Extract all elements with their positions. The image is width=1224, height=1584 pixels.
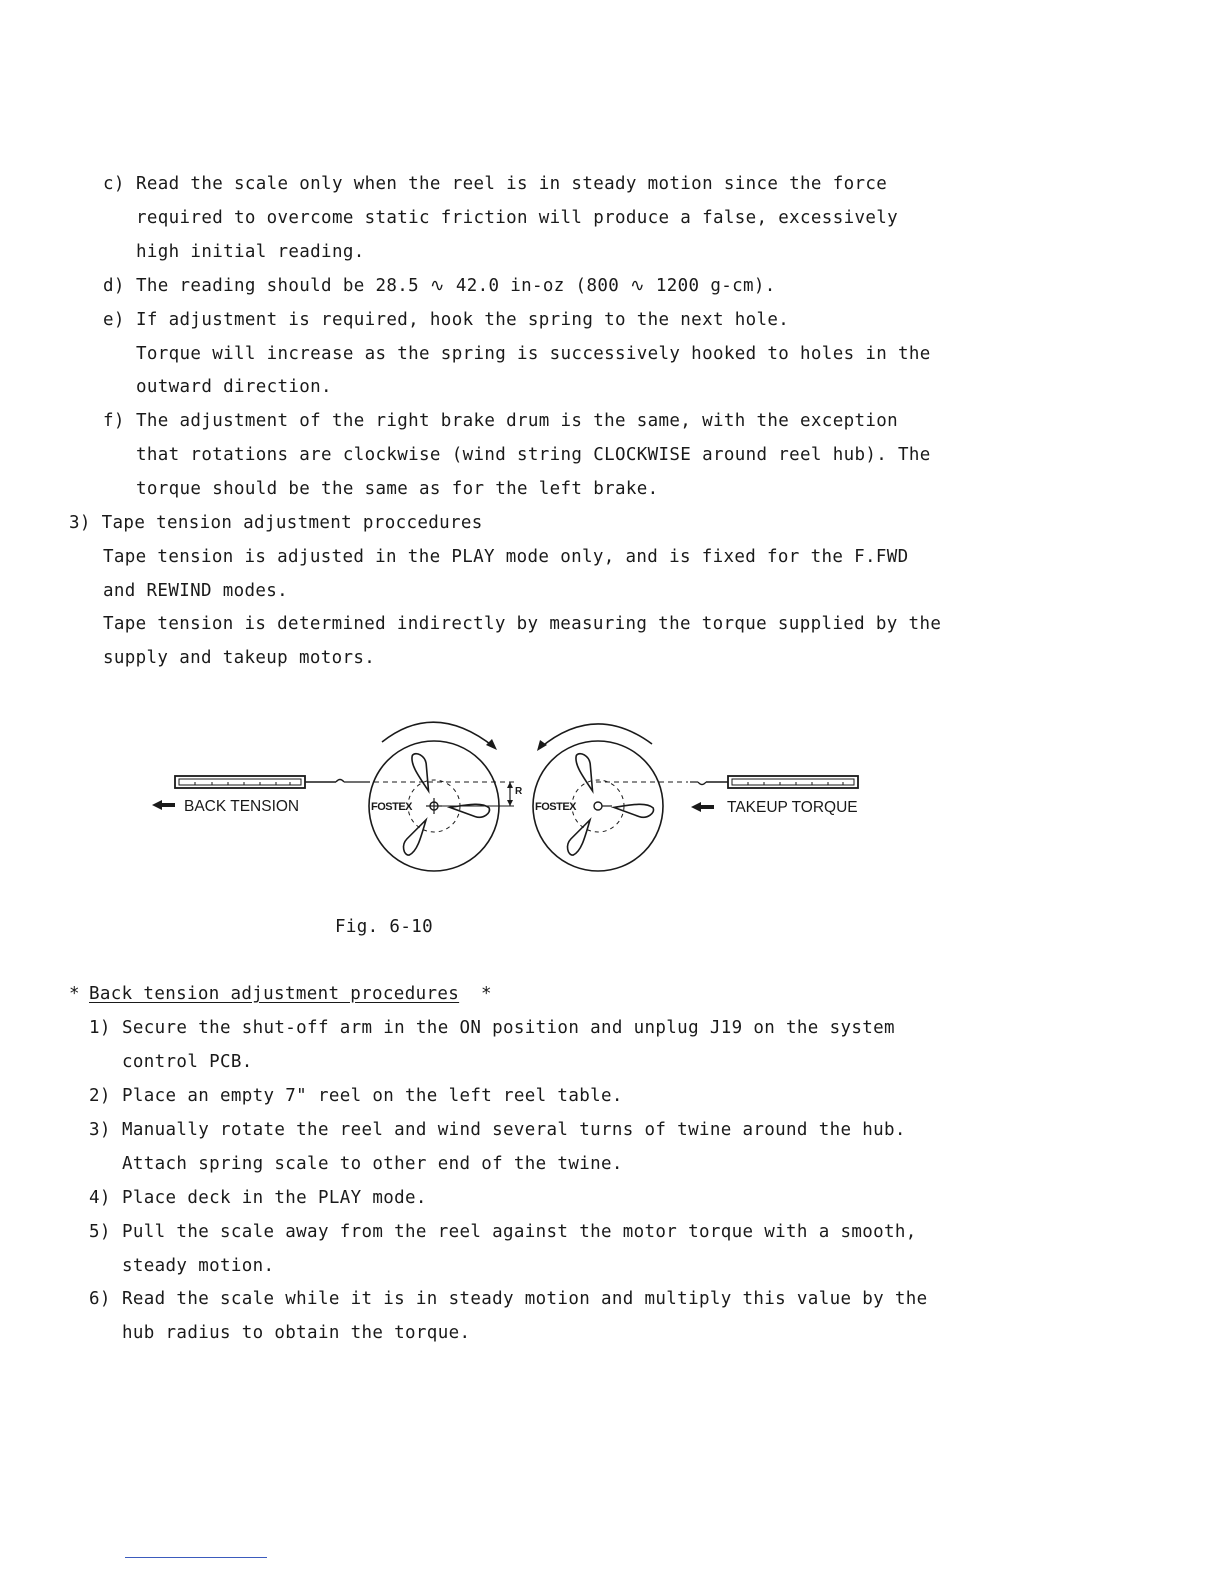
step-text-line: Place an empty 7" reel on the left reel table. [122,1086,623,1106]
step-text-line: The reading should be 28.5 ∿ 42.0 in-oz (800 ∿ 1200 g-cm). [136,276,776,296]
step-text-line: that rotations are clockwise (wind string CLOCKWISE around reel hub). The [136,445,931,465]
step-marker: e) [103,310,125,330]
step-text-line: Pull the scale away from the reel against the motor torque with a smooth, [122,1222,917,1242]
spring-scale-right [690,776,858,788]
paragraph-line: Tape tension is adjusted in the PLAY mode only, and is fixed for the F.FWD [103,547,909,567]
section-heading: 3) Tape tension adjustment proccedures [69,513,483,533]
step-marker: 1) [89,1018,111,1038]
paragraph-line: and REWIND modes. [103,581,289,601]
step-text-line: control PCB. [122,1052,253,1072]
paragraph-line: Tape tension is determined indirectly by measuring the torque supplied by the [103,614,942,634]
spring-scale-left [175,776,370,788]
paragraph-line: supply and takeup motors. [103,648,376,668]
step-text-line: hub radius to obtain the torque. [122,1323,471,1343]
rotation-arrow-left [382,722,494,747]
step-text-line: Read the scale only when the reel is in steady motion since the force [136,174,888,194]
heading-star: * [69,984,80,1004]
footer-rule [125,1557,267,1558]
left-reel [369,741,523,871]
step-marker: c) [103,174,125,194]
step-marker: 5) [89,1222,111,1242]
step-text-line: Torque will increase as the spring is successively hooked to holes in the [136,344,931,364]
reel-brand-logo: FOSTEX [371,801,413,813]
step-text-line: high initial reading. [136,242,365,262]
rotation-arrow-right [540,724,652,748]
step-text-line: steady motion. [122,1256,275,1276]
takeup-torque-label: TAKEUP TORQUE [727,799,858,816]
step-marker: 3) [89,1120,111,1140]
step-marker: 4) [89,1188,111,1208]
heading-star: * [481,984,492,1004]
figure-tape-tension-diagram [140,712,900,887]
step-text-line: required to overcome static friction will produce a false, excessively [136,208,899,228]
step-text-line: Place deck in the PLAY mode. [122,1188,427,1208]
reel-brand-logo: FOSTEX [535,801,577,813]
step-marker: 2) [89,1086,111,1106]
arrow-left-icon [152,800,175,810]
right-reel [533,741,688,871]
arrow-left-icon [691,802,714,812]
section-heading: Back tension adjustment procedures [89,984,460,1004]
step-text-line: torque should be the same as for the left brake. [136,479,659,499]
step-marker: 6) [89,1289,111,1309]
step-text-line: The adjustment of the right brake drum is the same, with the exception [136,411,899,431]
step-text-line: If adjustment is required, hook the spring to the next hole. [136,310,790,330]
figure-svg [140,712,900,887]
step-marker: f) [103,411,125,431]
figure-caption: Fig. 6-10 [335,917,433,937]
step-marker: d) [103,276,125,296]
step-text-line: Attach spring scale to other end of the twine. [122,1154,623,1174]
step-text-line: Secure the shut-off arm in the ON position and unplug J19 on the system [122,1018,895,1038]
step-text-line: Manually rotate the reel and wind several turns of twine around the hub. [122,1120,906,1140]
radius-label: R [515,786,523,797]
back-tension-label: BACK TENSION [184,798,300,815]
step-text-line: Read the scale while it is in steady motion and multiply this value by the [122,1289,928,1309]
step-text-line: outward direction. [136,377,332,397]
